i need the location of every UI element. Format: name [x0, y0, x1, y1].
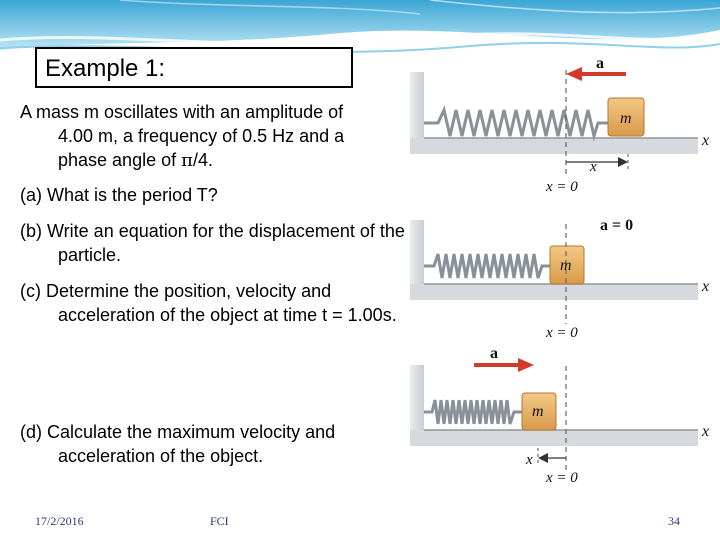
- acceleration-arrowhead: [518, 358, 534, 372]
- title-box: [35, 47, 353, 88]
- question-text: What is the period T?: [47, 185, 218, 205]
- acceleration-arrowhead: [566, 67, 582, 81]
- spring-mass-figure: [408, 50, 720, 495]
- problem-line: 4.00 m, a frequency of 0.5 Hz and a: [58, 126, 345, 146]
- pi-symbol: π: [181, 150, 193, 171]
- problem-text: /4.: [192, 150, 213, 170]
- question-c: [20, 279, 428, 327]
- problem-statement: [20, 100, 390, 173]
- panel-equilibrium: [410, 220, 698, 324]
- problem-line: A mass m oscillates with an amplitude of: [20, 102, 344, 122]
- origin-label: x = 0: [546, 470, 578, 486]
- question-marker: (b): [20, 221, 42, 241]
- spring: [424, 400, 522, 424]
- problem-text: phase angle of: [58, 150, 182, 170]
- spring: [424, 254, 550, 278]
- axis-label: x: [702, 132, 710, 149]
- floor: [410, 430, 698, 446]
- panel-compressed: [410, 358, 698, 470]
- question-marker: (a): [20, 185, 42, 205]
- question-d: [20, 420, 428, 468]
- panel-stretched: [410, 67, 698, 178]
- axis-label: x: [702, 278, 710, 295]
- origin-label: x = 0: [546, 179, 578, 195]
- footer-organization: FCI: [210, 514, 229, 528]
- mass-label: m: [560, 257, 572, 274]
- question-b: [20, 219, 428, 267]
- mass-label: m: [532, 403, 544, 420]
- displacement-label: x: [590, 159, 597, 175]
- acceleration-label: a: [596, 55, 604, 72]
- question-marker: (c): [20, 281, 41, 301]
- floor: [410, 138, 698, 154]
- axis-label: x: [702, 423, 710, 440]
- slide-number: 34: [668, 514, 680, 528]
- floor: [410, 284, 698, 300]
- question-a: [20, 183, 428, 207]
- question-marker: (d): [20, 422, 42, 442]
- spring: [424, 110, 608, 136]
- question-text: Calculate the maximum velocity and acceleration of the object.: [47, 422, 336, 466]
- question-text: Write an equation for the displacement of the particle.: [47, 221, 405, 265]
- question-text: Determine the position, velocity and acceleration of the object at time t = 1.00s.: [46, 281, 397, 325]
- acceleration-label: a: [490, 345, 498, 362]
- origin-label: x = 0: [546, 325, 578, 341]
- displacement-label: x: [526, 452, 533, 468]
- mass-label: m: [620, 110, 632, 127]
- slide-title: Example 1:: [45, 55, 166, 82]
- problem-line: [20, 148, 390, 173]
- footer-date: 17/2/2016: [35, 514, 84, 528]
- acceleration-label: a = 0: [600, 217, 634, 234]
